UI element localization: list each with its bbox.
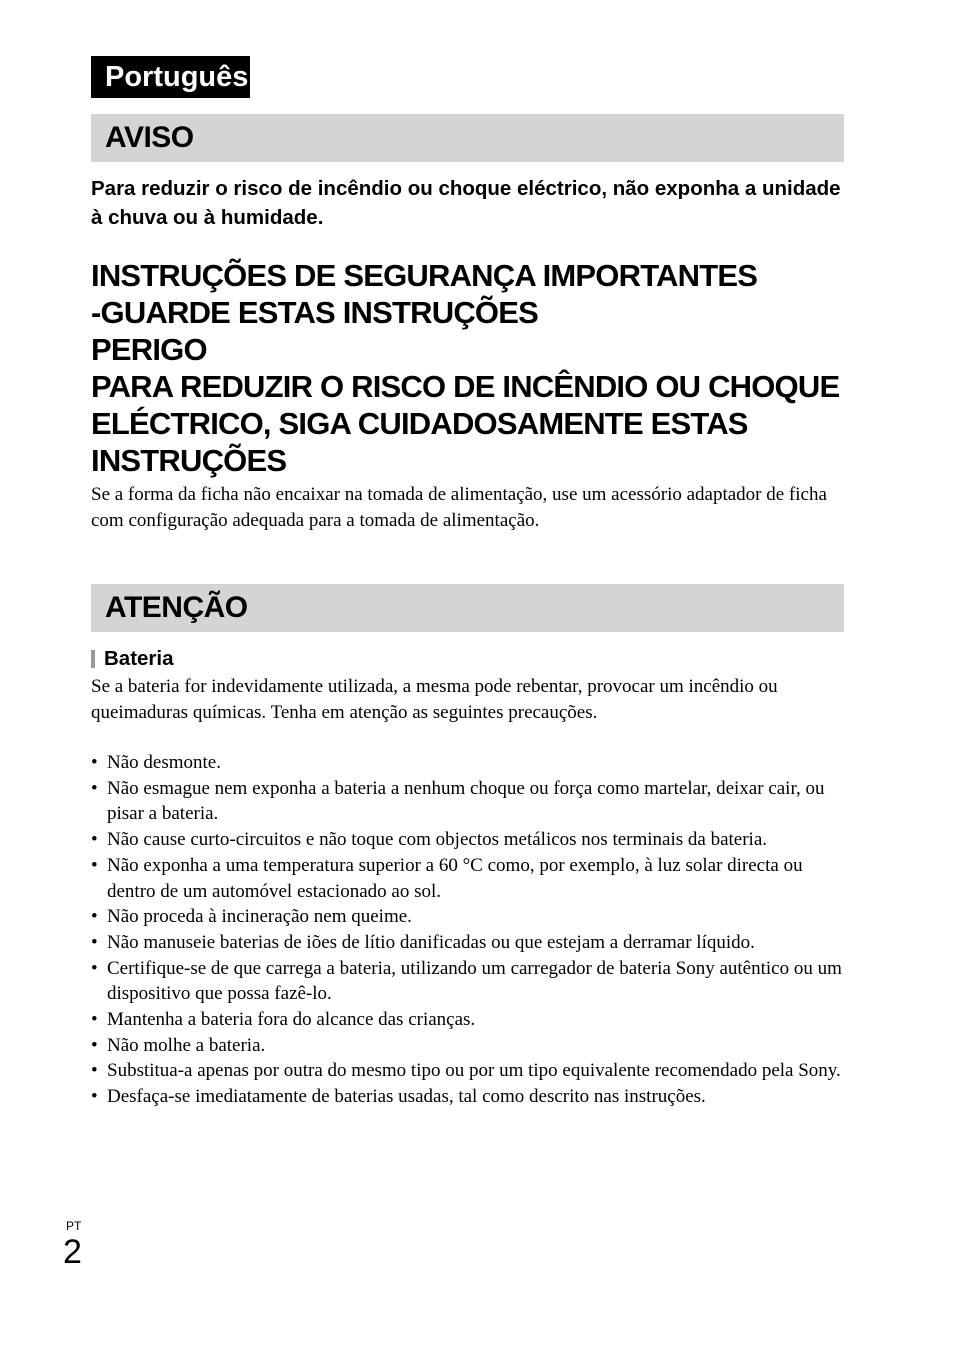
bullet-icon: • — [91, 1009, 98, 1031]
bullet-icon: • — [91, 854, 98, 876]
precautions-list — [91, 750, 851, 1110]
bullet-icon: • — [91, 1060, 98, 1082]
bullet-icon: • — [91, 829, 98, 851]
safety-heading-line: INSTRUÇÕES — [91, 443, 287, 478]
language-tab: Português — [91, 56, 250, 98]
section-header-aviso: AVISO — [91, 114, 844, 162]
page-language-code: PT — [66, 1219, 82, 1233]
bullet-icon: • — [91, 931, 98, 953]
list-item — [91, 827, 851, 853]
safety-heading-line: INSTRUÇÕES DE SEGURANÇA IMPORTANTES — [91, 258, 758, 293]
list-item-text: Não molhe a bateria. — [107, 1034, 266, 1056]
list-item — [91, 1084, 851, 1110]
plug-adapter-text: Se a forma da ficha não encaixar na tomada de alimentação, use um acessório adaptador de ficha com configuração adequada para a tomada de alimentação. — [91, 484, 827, 531]
bullet-icon: • — [91, 957, 98, 979]
bullet-icon: • — [91, 906, 98, 928]
section-header-atencao: ATENÇÃO — [91, 584, 844, 632]
list-item — [91, 1033, 851, 1059]
bullet-icon: • — [91, 1086, 98, 1108]
list-item-text: Desfaça-se imediatamente de baterias usadas, tal como descrito nas instruções. — [107, 1086, 706, 1108]
list-item — [91, 1007, 851, 1033]
safety-heading-line: -GUARDE ESTAS INSTRUÇÕES — [91, 295, 538, 330]
subheading-bateria — [91, 645, 174, 673]
list-item-text: Não exponha a uma temperatura superior a 60 °C como, por exemplo, à luz solar directa ou dentro de um automóvel estacionado ao sol. — [107, 854, 803, 902]
list-item-text: Certifique-se de que carrega a bateria, utilizando um carregador de bateria Sony autêntico ou um dispositivo que possa fazê-lo. — [107, 957, 842, 1005]
list-item-text: Não proceda à incineração nem queime. — [107, 906, 412, 928]
list-item — [91, 904, 851, 930]
bullet-icon: • — [91, 777, 98, 799]
list-item-text: Substitua-a apenas por outra do mesmo tipo ou por um tipo equivalente recomendado pela Sony. — [107, 1060, 841, 1082]
safety-heading — [91, 257, 871, 479]
list-item — [91, 750, 851, 776]
battery-intro-text: Se a bateria for indevidamente utilizada, a mesma pode rebentar, provocar um incêndio ou queimaduras químicas. Tenha em atenção as seguintes precauções. — [91, 676, 778, 723]
list-item — [91, 776, 851, 827]
subheading-label: Bateria — [104, 647, 174, 670]
list-item — [91, 1058, 851, 1084]
list-item-text: Não desmonte. — [107, 752, 221, 773]
list-item-text: Não manuseie baterias de iões de lítio danificadas ou que estejam a derramar líquido. — [107, 931, 755, 953]
page-number: 2 — [63, 1233, 82, 1271]
bullet-icon: • — [91, 752, 98, 773]
warning-text: Para reduzir o risco de incêndio ou choque eléctrico, não exponha a unidade à chuva ou à humidade. — [91, 177, 841, 229]
list-item-text: Mantenha a bateria fora do alcance das crianças. — [107, 1009, 476, 1031]
list-item-text: Não cause curto-circuitos e não toque com objectos metálicos nos terminais da bateria. — [107, 829, 768, 851]
safety-heading-line: ELÉCTRICO, SIGA CUIDADOSAMENTE ESTAS — [91, 406, 748, 441]
list-item — [91, 956, 851, 1007]
list-item-text: Não esmague nem exponha a bateria a nenhum choque ou força como martelar, deixar cair, ou pisar a bateria. — [107, 777, 825, 825]
list-item — [91, 853, 851, 904]
list-item — [91, 930, 851, 956]
safety-heading-line: PARA REDUZIR O RISCO DE INCÊNDIO OU CHOQUE — [91, 369, 840, 404]
bullet-icon: • — [91, 1034, 98, 1056]
subheading-marker — [91, 650, 95, 668]
safety-heading-line: PERIGO — [91, 332, 207, 367]
